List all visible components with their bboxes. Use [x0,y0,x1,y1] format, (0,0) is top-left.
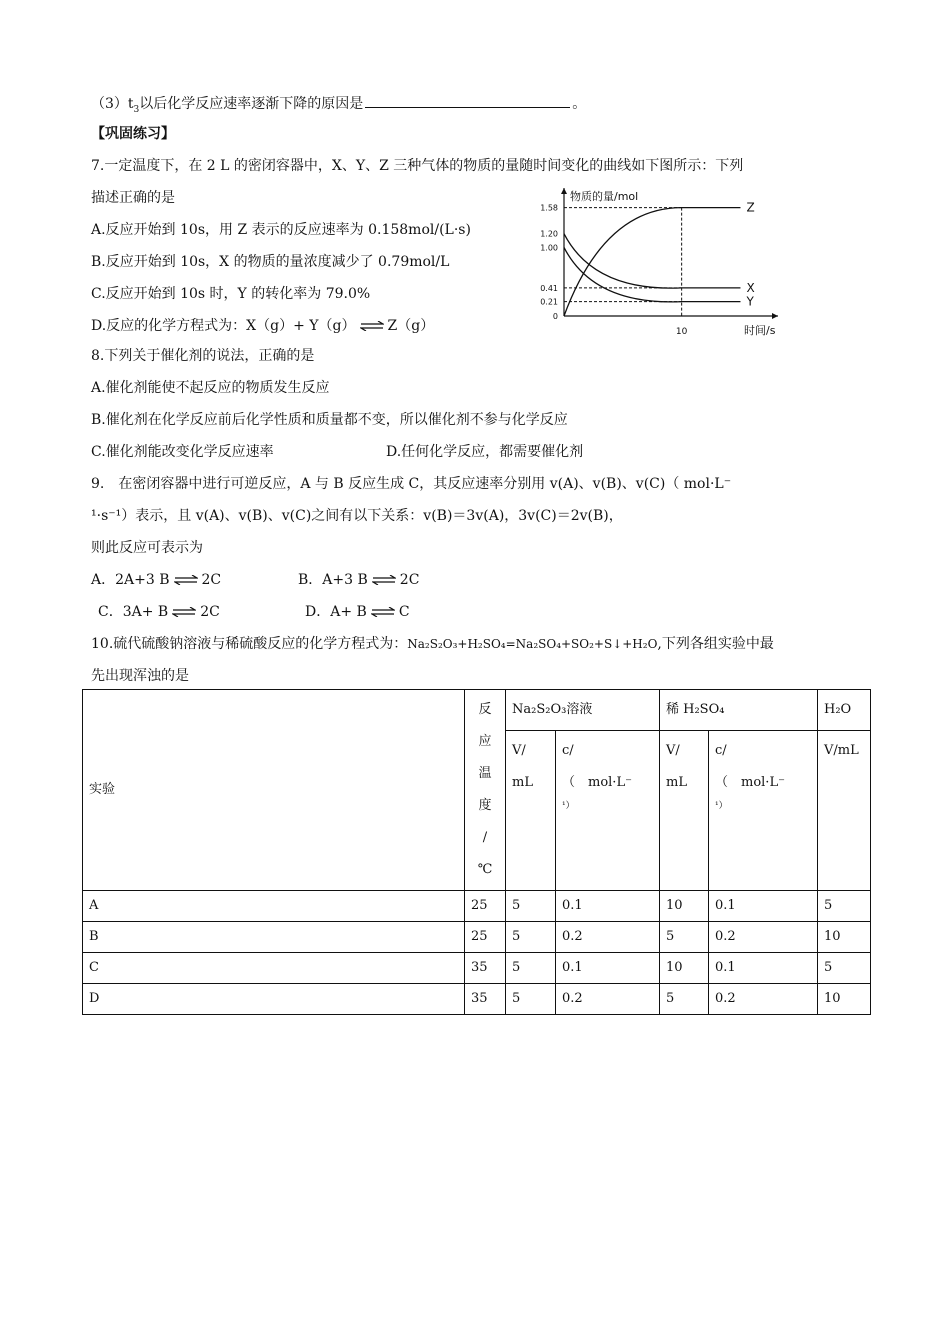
y-tick-label: 0.41 [540,283,558,293]
header-temperature: 反 应 温 度 / ℃ [465,690,506,891]
q8-option-c [91,442,584,462]
table-cell: B [83,922,465,953]
table-row [83,922,871,953]
table-cell: C [83,953,465,984]
header-h2o: H₂O [818,690,871,731]
answer-blank[interactable] [365,92,570,108]
header-volume: V/ mL [506,731,556,891]
q7-option-b: B.反应开始到 10s，X 的物质的量浓度减少了 0.79mol/L [91,254,450,270]
series-line-z [564,208,740,316]
equilibrium-arrow-icon [371,607,395,617]
q3-line: $(3)t_3$以后化学反应速率逐渐下降的原因是 。 [91,92,586,120]
x-axis-label: 时间/s [744,324,776,337]
y-axis-arrow [561,188,567,194]
header-volume: V/ mL [660,731,709,891]
header-h2so4: 稀 H₂SO₄ [660,690,818,731]
table-row [83,953,871,984]
table-cell: 25 [465,891,506,922]
table-cell: 5 [506,984,556,1015]
table-cell: 5 [818,891,871,922]
series-label-x: X [746,280,755,295]
table-cell: 0.2 [709,922,818,953]
table-row [83,891,871,922]
q8-option-c-text: C.催化剂能改变化学反应速率 [91,444,274,460]
y-tick-label: 1.00 [540,243,558,253]
x-tick-label: 10 [675,327,688,337]
q10-stem-2: 先出现浑浊的是 [91,668,189,684]
table-cell: 5 [818,953,871,984]
header-concentration: c/ （ mol·L⁻ ¹） [556,731,660,891]
table-cell: 10 [818,984,871,1015]
table-cell: 10 [660,891,709,922]
table-cell: 5 [506,891,556,922]
table-cell: 5 [506,922,556,953]
header-h2o-unit: V/mL [818,731,871,891]
x-axis-arrow [772,313,778,319]
table-cell: 0.2 [556,984,660,1015]
equilibrium-arrow-icon [372,575,396,585]
section-title: 【巩固练习】 [91,126,175,142]
table-cell: 0.2 [709,984,818,1015]
table-cell: A [83,891,465,922]
equilibrium-arrow-icon [360,321,384,331]
table-cell: 10 [818,922,871,953]
series-label-z: Z [746,200,755,215]
amount-time-chart [528,184,790,342]
q9-stem-2: ¹·s⁻¹）表示，且 v(A)、v(B)、v(C)之间有以下关系：v(B)＝3v(A)，3v(C)＝2v(B)， [91,508,623,524]
table-cell: 0.1 [709,953,818,984]
series-line-y [564,247,740,301]
header-na2s2o3: Na₂S₂O₃溶液 [506,690,660,731]
table-cell: 35 [465,953,506,984]
table-cell: 5 [660,922,709,953]
q9-options-cd: C．3A+ B 2C D．A+ B C [98,604,410,620]
q10-stem: 10.硫代硫酸钠溶液与稀硫酸反应的化学方程式为：Na₂S₂O₃+H₂SO₄=Na₂SO₄+SO₂+S↓+H₂O,下列各组实验中最 [91,636,774,652]
q7-option-c: C.反应开始到 10s 时，Y 的转化率为 79.0% [91,286,371,302]
y-tick-label: 0 [552,312,558,321]
q8-option-a: A.催化剂能使不起反应的物质发生反应 [91,380,330,396]
table-cell: 5 [660,984,709,1015]
table-cell: 0.2 [556,922,660,953]
experiment-table [82,689,871,1015]
y-axis-label: 物质的量/mol [570,190,639,203]
q7-stem-2: 描述正确的是 [91,190,175,206]
y-tick-label: 0.21 [540,297,558,307]
q8-option-d: D.任何化学反应，都需要催化剂 [386,444,584,460]
table-cell: 10 [660,953,709,984]
q8-option-b: B.催化剂在化学反应前后化学性质和质量都不变，所以催化剂不参与化学反应 [91,412,568,428]
table-cell: 0.1 [709,891,818,922]
q7-option-a: A.反应开始到 10s，用 Z 表示的反应速率为 0.158mol/(L·s) [91,222,471,238]
q7-option-d: D.反应的化学方程式为：X（g）+ Y（g） Z（g） [91,318,435,334]
table-row [83,984,871,1015]
series-label-y: Y [746,294,754,309]
q9-options-ab: A．2A+3 B 2C B．A+3 B 2C [91,572,420,588]
q7-stem: 7.一定温度下，在 2 L 的密闭容器中，X、Y、Z 三种气体的物质的量随时间变化的曲线如下图所示：下列 [91,158,744,174]
equilibrium-arrow-icon [172,607,196,617]
y-tick-label: 1.58 [540,203,558,213]
header-experiment: 实验 [83,690,465,891]
header-concentration: c/ （ mol·L⁻ ¹） [709,731,818,891]
q9-stem: 9. 在密闭容器中进行可逆反应，A 与 B 反应生成 C，其反应速率分别用 v(A)、v(B)、v(C)（ mol·L⁻ [91,476,732,492]
table-cell: 0.1 [556,891,660,922]
table-cell: D [83,984,465,1015]
q9-stem-3: 则此反应可表示为 [91,540,203,556]
q8-stem: 8.下列关于催化剂的说法，正确的是 [91,348,315,364]
table-cell: 5 [506,953,556,984]
equilibrium-arrow-icon [174,575,198,585]
table-cell: 0.1 [556,953,660,984]
table-cell: 25 [465,922,506,953]
y-tick-label: 1.20 [540,229,558,239]
table-cell: 35 [465,984,506,1015]
